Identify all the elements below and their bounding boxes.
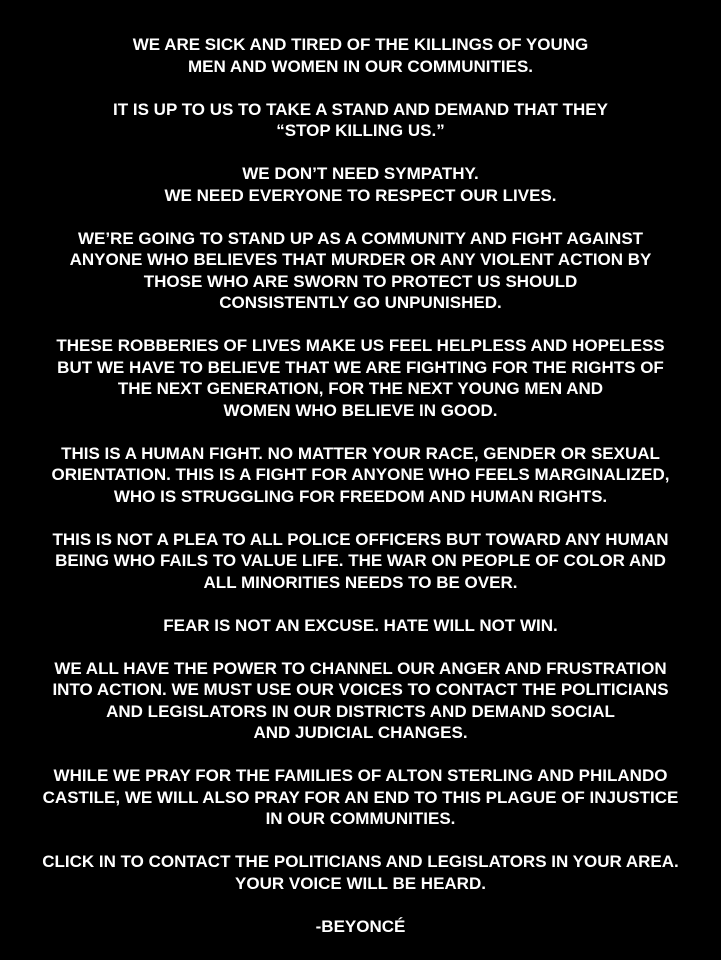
letter-line: WE ALL HAVE THE POWER TO CHANNEL OUR ANGER AND FRUSTRATION — [54, 658, 667, 678]
letter-line: WHILE WE PRAY FOR THE FAMILIES OF ALTON STERLING AND PHILANDO — [53, 766, 668, 785]
letter-line: WE’RE GOING TO STAND UP AS A COMMUNITY AND FIGHT AGAINST — [77, 228, 644, 248]
letter-paragraph — [0, 615, 721, 637]
letter-line: WHO IS STRUGGLING FOR FREEDOM AND HUMAN RIGHTS. — [113, 486, 608, 506]
letter-paragraph — [0, 851, 721, 894]
letter-line: THESE ROBBERIES OF LIVES MAKE US FEEL HELPLESS AND HOPELESS — [56, 336, 665, 355]
letter-line: AND LEGISLATORS IN OUR DISTRICTS AND DEMAND SOCIAL — [106, 701, 615, 721]
letter-line: ANYONE WHO BELIEVES THAT MURDER OR ANY VIOLENT ACTION BY — [69, 250, 652, 269]
letter-line: MEN AND WOMEN IN OUR COMMUNITIES. — [187, 56, 534, 76]
letter-line: ORIENTATION. THIS IS A FIGHT FOR ANYONE WHO FEELS MARGINALIZED, — [51, 465, 670, 484]
letter-line: WE ARE SICK AND TIRED OF THE KILLINGS OF YOUNG — [132, 35, 589, 54]
letter-paragraph — [0, 529, 721, 594]
letter-line: IN OUR COMMUNITIES. — [265, 809, 456, 828]
letter-line: THIS IS A HUMAN FIGHT. NO MATTER YOUR RACE, GENDER OR SEXUAL — [61, 443, 660, 463]
letter-line: WE DON’T NEED SYMPATHY. — [242, 164, 479, 183]
letter-line: THOSE WHO ARE SWORN TO PROTECT US SHOULD — [143, 271, 578, 291]
letter-line: INTO ACTION. WE MUST USE OUR VOICES TO CONTACT THE POLITICIANS — [52, 680, 669, 699]
letter-line: CONSISTENTLY GO UNPUNISHED. — [219, 293, 502, 312]
letter-line: CASTILE, WE WILL ALSO PRAY FOR AN END TO THIS PLAGUE OF INJUSTICE — [42, 787, 679, 807]
letter-paragraph — [0, 335, 721, 421]
letter-paragraph — [0, 34, 721, 77]
signature: -BEYONCÉ — [315, 916, 406, 936]
letter-line: WOMEN WHO BELIEVE IN GOOD. — [223, 400, 498, 420]
letter-line: IT IS UP TO US TO TAKE A STAND AND DEMAND THAT THEY — [113, 99, 608, 119]
letter-paragraph — [0, 228, 721, 314]
letter-line: FEAR IS NOT AN EXCUSE. HATE WILL NOT WIN. — [163, 615, 558, 635]
letter-line: “STOP KILLING US.” — [276, 121, 445, 140]
letter-line: CLICK IN TO CONTACT THE POLITICIANS AND LEGISLATORS IN YOUR AREA. — [42, 852, 679, 871]
letter-line: WE NEED EVERYONE TO RESPECT OUR LIVES. — [164, 185, 557, 205]
letter-line: AND JUDICIAL CHANGES. — [253, 723, 468, 742]
letter-paragraph — [0, 99, 721, 142]
letter-line: THE NEXT GENERATION, FOR THE NEXT YOUNG MEN AND — [117, 379, 604, 398]
letter-paragraph — [0, 443, 721, 508]
letter-paragraph — [0, 765, 721, 830]
letter-body — [0, 34, 721, 894]
letter-line: ALL MINORITIES NEEDS TO BE OVER. — [203, 572, 518, 592]
letter-line: BEING WHO FAILS TO VALUE LIFE. THE WAR ON PEOPLE OF COLOR AND — [55, 551, 666, 570]
letter-paragraph — [0, 163, 721, 206]
letter-line: YOUR VOICE WILL BE HEARD. — [235, 873, 486, 893]
letter-line: THIS IS NOT A PLEA TO ALL POLICE OFFICERS BUT TOWARD ANY HUMAN — [52, 529, 669, 549]
letter-line: BUT WE HAVE TO BELIEVE THAT WE ARE FIGHTING FOR THE RIGHTS OF — [57, 357, 664, 377]
letter-paragraph — [0, 658, 721, 744]
